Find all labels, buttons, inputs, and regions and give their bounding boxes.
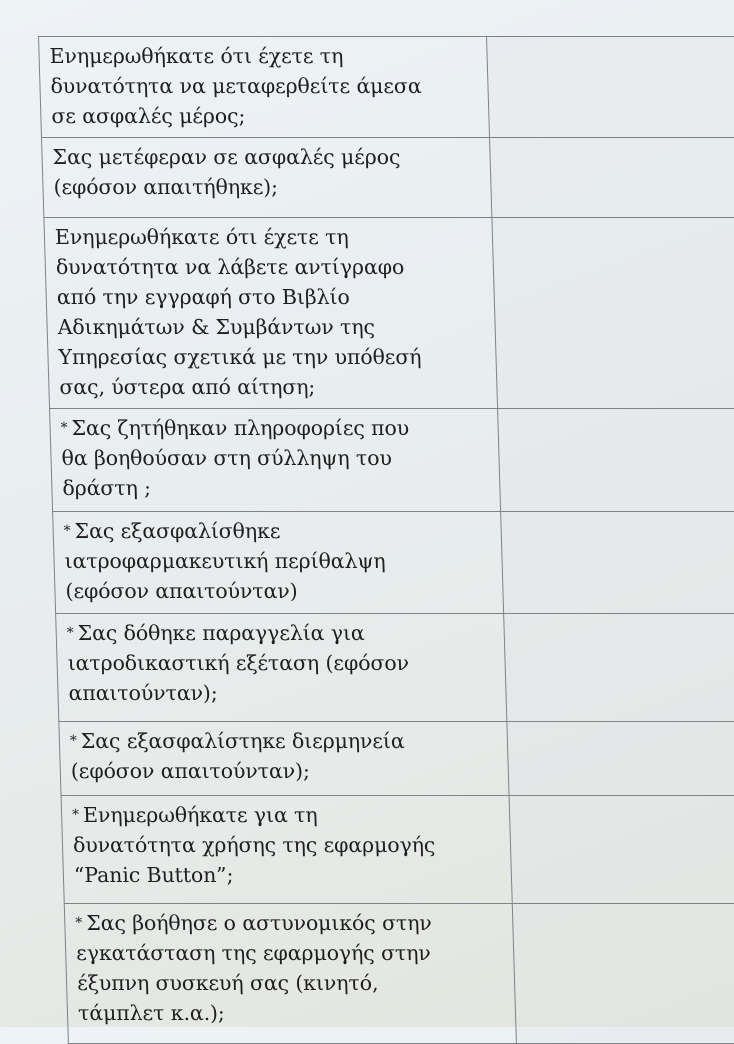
asterisk-bullet-icon: *	[66, 625, 74, 641]
question-cell	[50, 409, 501, 512]
table-row	[44, 218, 734, 409]
asterisk-bullet-icon: *	[75, 915, 83, 931]
question-cell	[59, 722, 510, 796]
answer-cell[interactable]	[492, 218, 734, 409]
answer-cell[interactable]	[507, 722, 734, 796]
asterisk-bullet-icon: *	[60, 420, 68, 436]
answer-cell[interactable]	[498, 409, 734, 512]
question-cell	[64, 904, 516, 1044]
table-row	[42, 138, 734, 218]
table-row	[39, 37, 734, 138]
asterisk-bullet-icon: *	[63, 523, 71, 539]
answer-cell[interactable]	[487, 37, 734, 138]
question-cell	[53, 512, 504, 614]
table-row	[64, 904, 734, 1044]
question-text: Σας εξασφαλίστηκε διερμηνεία (εφόσον απαιτούνταν);	[70, 729, 405, 783]
asterisk-bullet-icon: *	[69, 733, 78, 749]
answer-cell[interactable]	[501, 512, 734, 614]
table-row	[50, 409, 734, 512]
question-text: Σας εξασφαλίσθηκε ιατροφαρμακευτική περίθαλψη (εφόσον απαιτούνταν)	[64, 519, 386, 603]
question-text: Σας δόθηκε παραγγελία για ιατροδικαστική εξέταση (εφόσον απαιτούνταν);	[67, 621, 410, 705]
question-text: Σας μετέφεραν σε ασφαλές μέρος (εφόσον απαιτήθηκε);	[52, 145, 401, 199]
table-row	[53, 512, 734, 614]
questionnaire-table	[38, 36, 734, 1044]
answer-cell[interactable]	[490, 138, 734, 218]
question-text: Σας βοήθησε ο αστυνομικός στην εγκατάσταση της εφαρμογής στην έξυπνη συσκευή σας (κινητό, τάμπλετ κ.α.);	[75, 911, 433, 1025]
question-text: Σας ζητήθηκαν πληροφορίες που θα βοηθούσαν στη σύλληψη του δράστη ;	[61, 416, 410, 500]
question-cell	[44, 218, 498, 409]
table-row	[59, 722, 734, 796]
answer-cell[interactable]	[504, 614, 734, 722]
question-text: Ενημερωθήκατε ότι έχετε τη δυνατότητα να μεταφερθείτε άμεσα σε ασφαλές μέρος;	[49, 44, 422, 128]
table-row	[61, 796, 734, 904]
question-text: Ενημερωθήκατε ότι έχετε τη δυνατότητα να λάβετε αντίγραφο από την εγγραφή στο Βιβλίο Αδικημάτων & Συμβάντων της Υπηρεσίας σχετικά με την υπόθεσή σας, ύστερα από αίτηση;	[54, 225, 422, 399]
table-row	[56, 614, 734, 722]
question-cell	[42, 138, 493, 218]
question-cell	[56, 614, 508, 722]
answer-cell[interactable]	[513, 904, 734, 1044]
question-cell	[39, 37, 490, 138]
question-text: Ενημερωθήκατε για τη δυνατότητα χρήσης της εφαρμογής “Panic Button”;	[72, 803, 436, 887]
answer-cell[interactable]	[509, 796, 734, 904]
table-body	[39, 37, 734, 1044]
question-cell	[61, 796, 513, 904]
asterisk-bullet-icon: *	[71, 807, 80, 823]
